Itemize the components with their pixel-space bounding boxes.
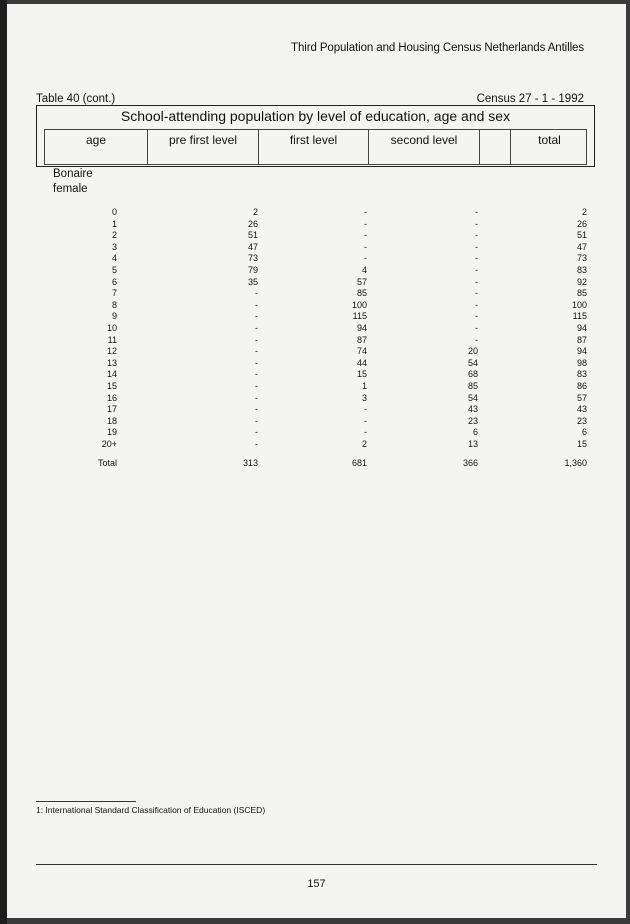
table-title: School-attending population by level of education, age and sex <box>120 108 511 124</box>
total-cell: 94 <box>576 346 587 357</box>
total-cell: 6 <box>581 427 587 438</box>
age-cell: 6 <box>111 276 117 287</box>
second-level-cell: 54 <box>467 357 478 368</box>
total-cell: 86 <box>576 381 587 391</box>
age-cell: 13 <box>106 357 117 368</box>
age-cell: 5 <box>111 265 117 275</box>
first-level-cell: 74 <box>356 346 367 357</box>
page-number: 157 <box>307 878 326 890</box>
age-cell: 19 <box>106 427 117 438</box>
second-level-cell: 43 <box>467 404 478 415</box>
second-level-cell: - <box>475 241 478 252</box>
second-level-cell: - <box>475 265 478 275</box>
pre-first-level-cell: - <box>255 311 258 322</box>
pre-first-level-cell: 26 <box>247 218 258 229</box>
first-level-cell: 115 <box>352 311 367 322</box>
census-date: Census 27 - 1 - 1992 <box>476 93 584 105</box>
second-level-cell: 85 <box>467 381 478 391</box>
region-name: Bonaire <box>53 168 93 180</box>
first-level-cell: 4 <box>361 265 367 275</box>
first-level-cell: - <box>364 207 367 217</box>
total-cell: 15 <box>576 439 587 449</box>
pre-first-level-cell: 79 <box>247 265 258 275</box>
column-header-total: total <box>538 133 561 147</box>
second-level-cell: - <box>475 276 478 287</box>
first-level-cell: 15 <box>356 369 367 380</box>
second-level-cell: - <box>475 323 478 333</box>
age-cell: 3 <box>111 241 117 252</box>
age-cell: 15 <box>106 381 117 391</box>
age-cell: 7 <box>111 288 117 299</box>
column-header-spacer <box>480 130 511 164</box>
age-cell: 12 <box>106 346 117 357</box>
total-cell: 57 <box>576 392 587 403</box>
pre-first-level-cell: 47 <box>247 241 258 252</box>
first-level-cell: - <box>364 253 367 264</box>
total-cell: 83 <box>576 369 587 380</box>
table-number: Table 40 (cont.) <box>36 93 116 105</box>
region-label <box>53 167 93 197</box>
footnote-divider <box>36 801 136 802</box>
second-level-cell: - <box>475 299 478 310</box>
column-header-second-level: second level <box>369 130 480 164</box>
age-cell: 18 <box>106 415 117 426</box>
second-level-cell: 23 <box>467 415 478 426</box>
pre-first-level-cell: - <box>255 404 258 415</box>
pre-first-level-cell: - <box>255 427 258 438</box>
total-cell: 83 <box>576 265 587 275</box>
first-level-cell: - <box>364 427 367 438</box>
total-cell: 47 <box>576 241 587 252</box>
pre-first-level-cell: 73 <box>247 253 258 264</box>
column-header-first-level: first level <box>259 130 369 164</box>
table-header-frame <box>36 105 595 167</box>
total-label: Total <box>98 458 118 468</box>
second-level-cell: - <box>475 253 478 264</box>
pre-first-level-cell: - <box>255 299 258 310</box>
first-level-cell: - <box>364 218 367 229</box>
total-cell: 85 <box>576 288 587 299</box>
age-cell: 20+ <box>101 439 117 449</box>
age-cell: 10 <box>106 323 117 333</box>
age-cell: 8 <box>111 299 117 310</box>
pre-first-level-cell: - <box>255 323 258 333</box>
total-cell: 2 <box>581 207 587 217</box>
first-level-cell: - <box>364 241 367 252</box>
age-cell: 14 <box>106 369 117 380</box>
total-cell: 51 <box>576 230 587 241</box>
second-level-cell: - <box>475 230 478 241</box>
column-header-age: age <box>45 130 148 164</box>
second-level-cell: - <box>475 334 478 345</box>
age-cell: 4 <box>111 253 117 264</box>
age-cell: 17 <box>106 404 117 415</box>
pre-first-level-cell: - <box>255 415 258 426</box>
age-cell: 16 <box>106 392 117 403</box>
second-level-cell: - <box>475 311 478 322</box>
pre-first-level-cell: - <box>255 346 258 357</box>
total-all: 1,360 <box>564 458 587 468</box>
total-cell: 26 <box>576 218 587 229</box>
first-level-cell: 87 <box>356 334 367 345</box>
age-cell: 11 <box>107 334 117 345</box>
total-second-level: 366 <box>462 458 478 468</box>
scan-edge <box>0 0 7 924</box>
first-level-cell: 44 <box>356 357 367 368</box>
pre-first-level-cell: 2 <box>252 207 258 217</box>
first-level-cell: 94 <box>356 323 367 333</box>
total-cell: 92 <box>576 276 587 287</box>
age-cell: 2 <box>111 230 117 241</box>
second-level-cell: 68 <box>467 369 478 380</box>
first-level-cell: 3 <box>361 392 367 403</box>
first-level-cell: 1 <box>361 381 367 391</box>
total-cell: 115 <box>572 311 587 322</box>
pre-first-level-cell: - <box>255 439 258 449</box>
total-cell: 23 <box>576 415 587 426</box>
first-level-cell: - <box>364 230 367 241</box>
second-level-cell: 13 <box>467 439 478 449</box>
total-cell: 100 <box>571 299 587 310</box>
pre-first-level-cell: - <box>255 392 258 403</box>
first-level-cell: 100 <box>351 299 367 310</box>
report-title: Third Population and Housing Census Netherlands Antilles <box>291 42 584 54</box>
second-level-cell: - <box>475 218 478 229</box>
first-level-cell: 85 <box>356 288 367 299</box>
second-level-cell: 20 <box>467 346 478 357</box>
pre-first-level-cell: - <box>255 288 258 299</box>
age-cell: 0 <box>111 207 117 217</box>
age-cell: 9 <box>111 311 117 322</box>
column-header-row <box>44 129 587 165</box>
first-level-cell: - <box>364 404 367 415</box>
pre-first-level-cell: - <box>255 381 258 391</box>
total-cell: 73 <box>576 253 587 264</box>
total-cell: 94 <box>576 323 587 333</box>
column-header-pre-first-level: pre first level <box>148 130 259 164</box>
first-level-cell: 2 <box>361 439 367 449</box>
age-cell: 1 <box>111 218 117 229</box>
document-page <box>7 4 626 918</box>
second-level-cell: 54 <box>467 392 478 403</box>
total-cell: 87 <box>576 334 587 345</box>
pre-first-level-cell: 35 <box>247 276 258 287</box>
total-first-level: 681 <box>351 458 367 468</box>
footnote: 1: International Standard Classification of Education (ISCED) <box>36 805 266 815</box>
first-level-cell: - <box>364 415 367 426</box>
pre-first-level-cell: - <box>255 357 258 368</box>
second-level-cell: - <box>475 288 478 299</box>
pre-first-level-cell: - <box>255 369 258 380</box>
total-pre-first-level: 313 <box>242 458 258 468</box>
pre-first-level-cell: 51 <box>247 230 258 241</box>
total-cell: 43 <box>576 404 587 415</box>
total-cell: 98 <box>576 357 587 368</box>
first-level-cell: 57 <box>356 276 367 287</box>
second-level-cell: - <box>475 207 478 217</box>
second-level-cell: 6 <box>472 427 478 438</box>
footer-divider <box>36 864 597 865</box>
sex-label: female <box>53 183 88 195</box>
pre-first-level-cell: - <box>255 334 258 345</box>
